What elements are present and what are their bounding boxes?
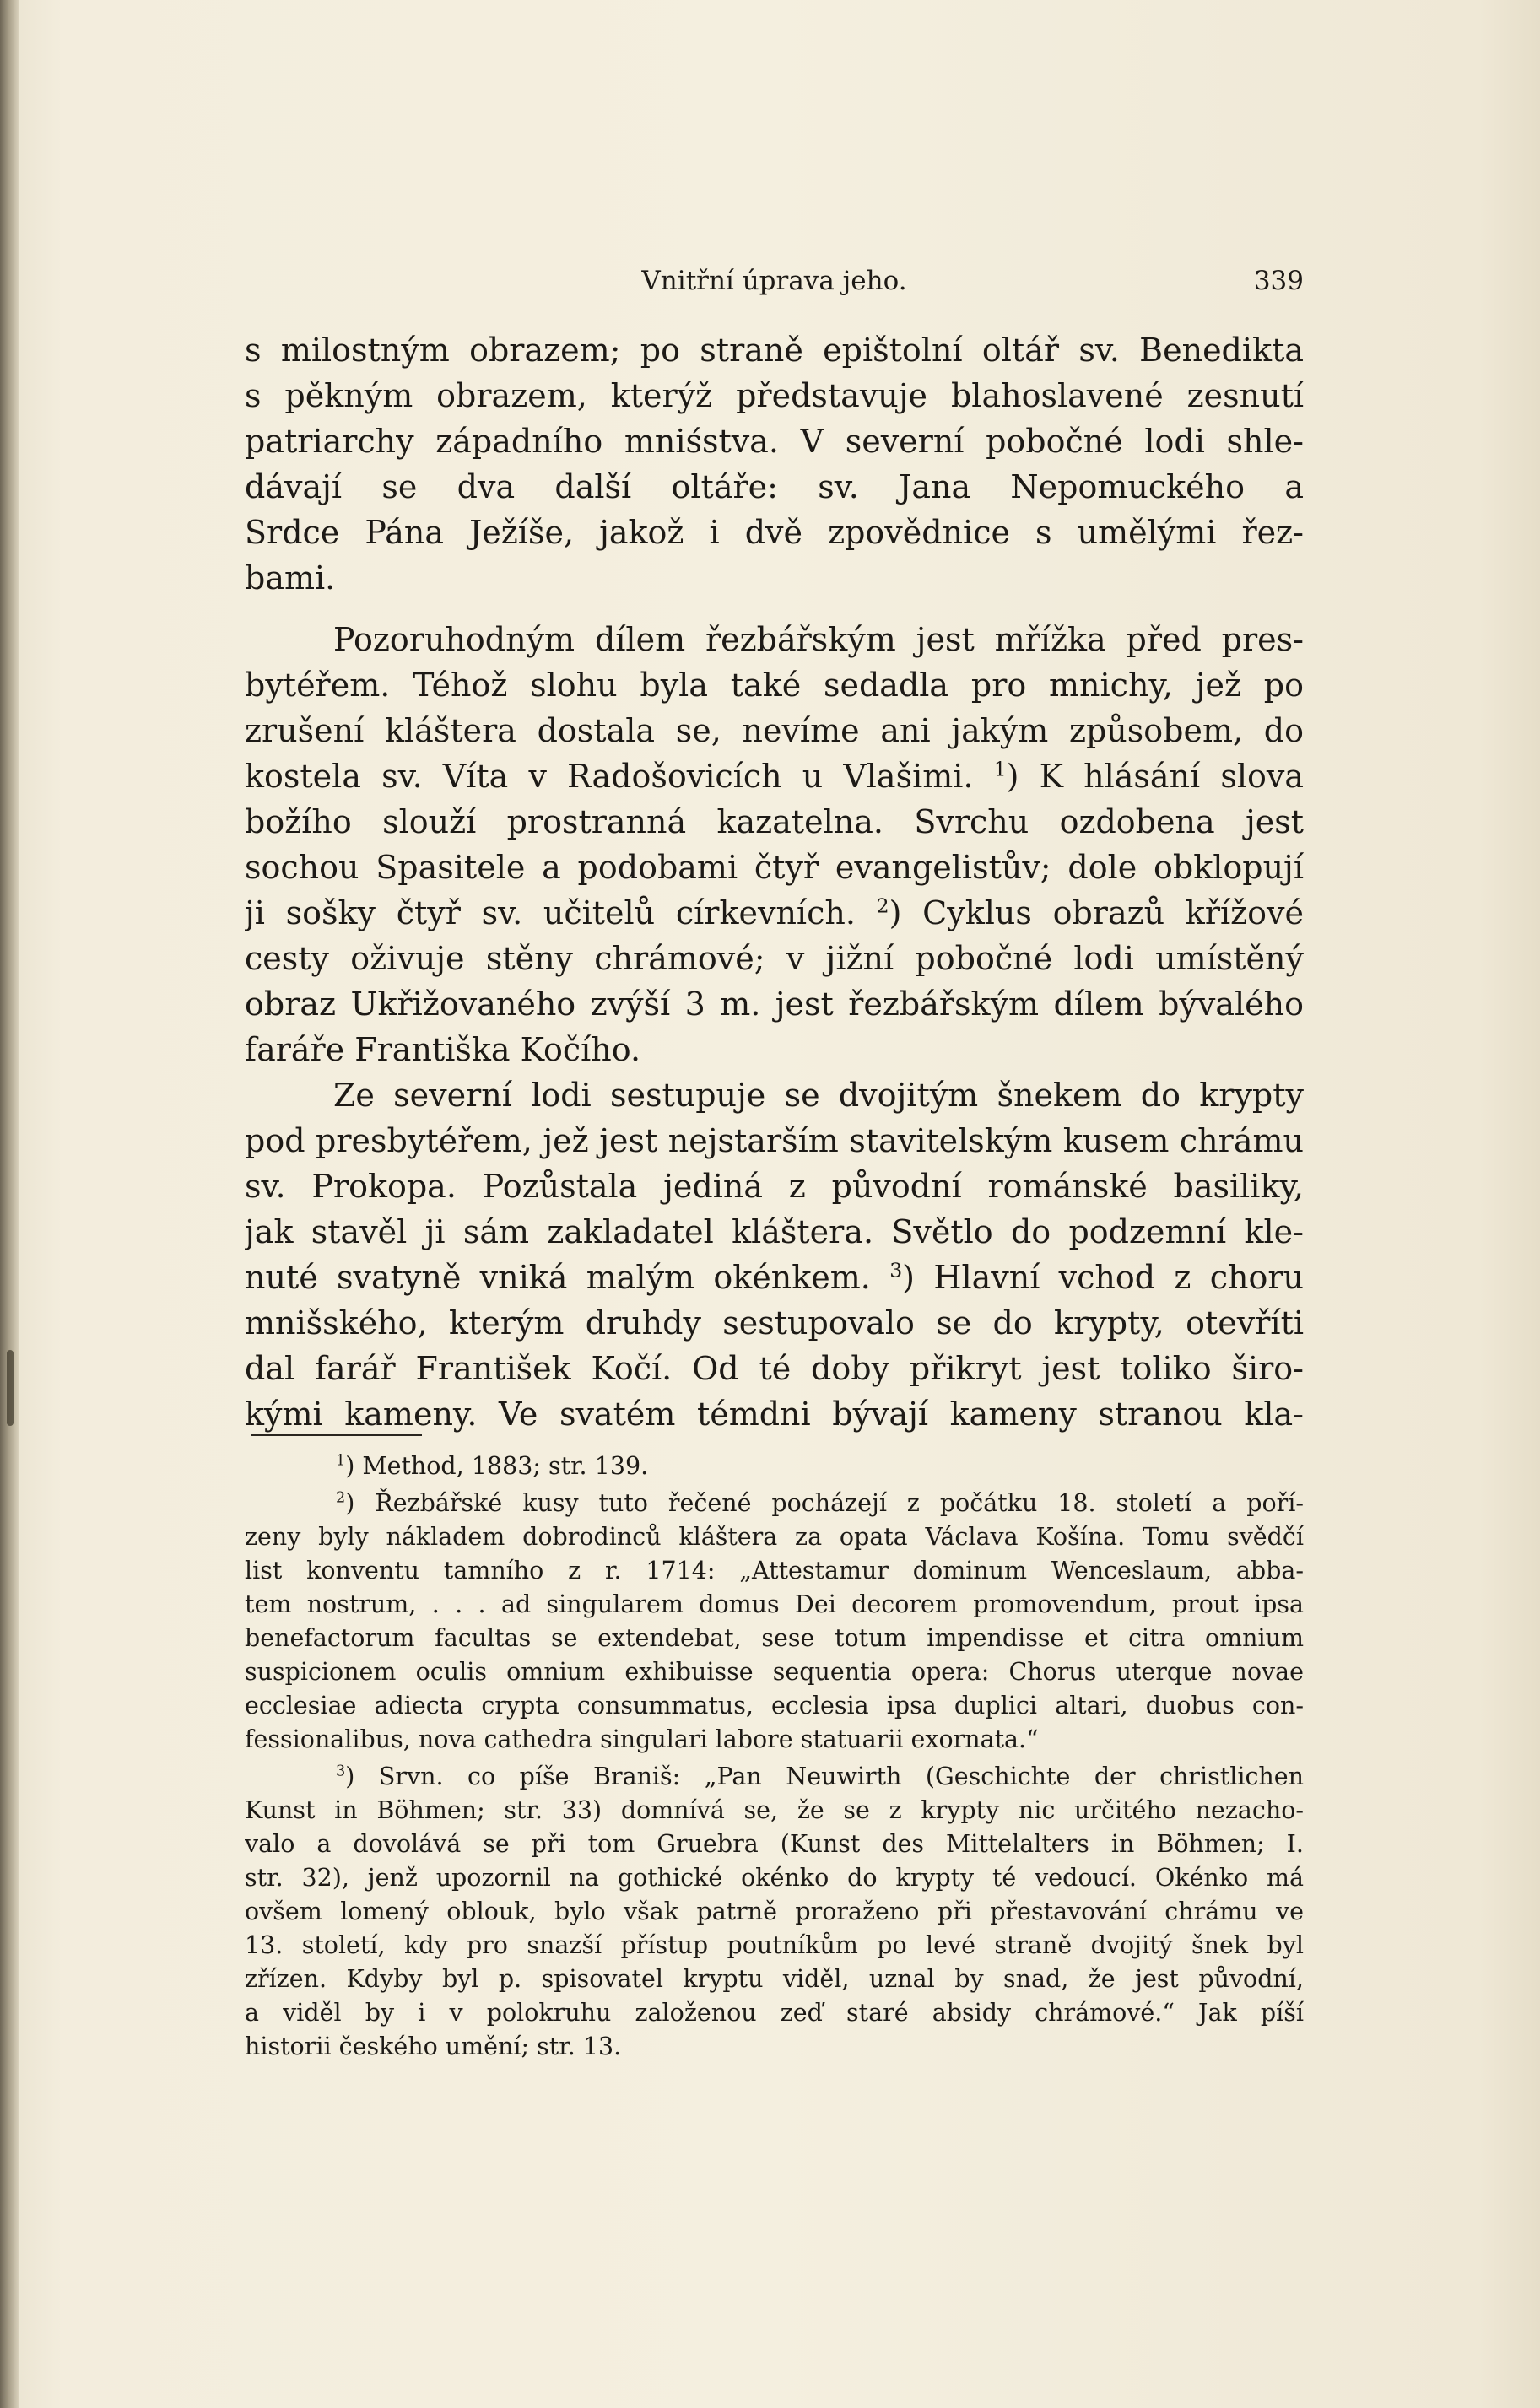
text-line: kými kameny. Ve svatém témdni bývají kameny stranou kla- [245, 1396, 1304, 1433]
text-segment: Hlavní vchod z choru [933, 1259, 1304, 1296]
footnote-line: zeny byly nákladem dobrodinců kláštera za opata Václava Košína. Tomu svědčí [245, 1523, 1304, 1551]
paragraph-3 [245, 1072, 1304, 1437]
footnote-line: 13. století, kdy pro snazší přístup poutníkům po levé straně dvojitý šnek byl [245, 1931, 1304, 1959]
text-segment: ji sošky čtyř sv. učitelů církevních. [245, 894, 856, 931]
footnote-line: str. 32), jenž upozornil na gothické okénko do krypty té vedoucí. Okénko má [245, 1864, 1304, 1892]
footnote-mark: 3 [336, 1763, 346, 1780]
text-line: dávají se dva další oltáře: sv. Jana Nepomuckého a [245, 468, 1304, 505]
footnote-mark: 2 [336, 1489, 346, 1507]
footnote-line: fessionalibus, nova cathedra singulari labore statuarii exornata.“ [245, 1725, 1039, 1753]
footnote-line: ecclesiae adiecta crypta consummatus, ecclesia ipsa duplici altari, duobus con- [245, 1692, 1304, 1720]
text-line: sochou Spasitele a podobami čtyř evangelistův; dole obklopují [245, 849, 1304, 886]
footnote-line: suspicionem oculis omnium exhibuisse sequentia opera: Chorus uterque novae [245, 1658, 1304, 1686]
text-segment: kostela sv. Víta v Radošovicích u Vlašimi. [245, 758, 974, 795]
footnote-line: a viděl by i v polokruhu založenou zeď staré absidy chrámové.“ Jak píší [245, 1999, 1304, 2027]
page-number: 339 [1253, 266, 1304, 296]
footnote-line: historii českého umění; str. 13. [245, 2033, 622, 2060]
footnote-ref-1: 1 [993, 757, 1007, 781]
text-line: Ze severní lodi sestupuje se dvojitým šnekem do krypty [333, 1077, 1304, 1114]
text-line: Pozoruhodným dílem řezbářským jest mřížka před pres- [333, 621, 1304, 658]
footnote-line: list konventu tamního z r. 1714: „Attestamur dominum Wenceslaum, abba- [245, 1557, 1304, 1585]
text-line: pod presbytéřem, jež jest nejstarším stavitelským kusem chrámu [245, 1122, 1304, 1159]
text-line: s pěkným obrazem, kterýž představuje blahoslavené zesnutí [245, 377, 1304, 414]
text-segment: Cyklus obrazů křížové [922, 894, 1304, 931]
footnote-line: $^3$) Srvn. co píše Braniš: „Pan Neuwirth (Geschichte der christlichen [336, 1763, 1304, 1790]
footnote-mark: 1 [336, 1452, 346, 1470]
footnote-ref-2: 2 [876, 894, 889, 918]
running-title: Vnitřní úprava jeho. [641, 266, 907, 296]
text-line: sv. Prokopa. Pozůstala jediná z původní románské basiliky, [245, 1168, 1304, 1205]
footnote-line: $^2$) Řezbářské kusy tuto řečené pocházejí z počátku 18. století a poří- [336, 1489, 1304, 1517]
book-binding-edge [0, 0, 19, 2408]
footnote-line: zřízen. Kdyby byl p. spisovatel kryptu viděl, uznal by snad, že jest původní, [245, 1965, 1304, 1993]
footnotes [245, 1450, 1304, 2064]
footnote-line: ovšem lomený oblouk, bylo však patrně proraženo při přestavování chrámu ve [245, 1898, 1304, 1925]
text-line: dal farář František Kočí. Od té doby přikryt jest toliko širo- [245, 1350, 1304, 1387]
text-line: zrušení kláštera dostala se, nevíme ani jakým způsobem, do [245, 712, 1304, 749]
text-segment: K hlásání slova [1039, 758, 1304, 795]
text-line: mnišského, kterým druhdy sestupovalo se do krypty, otevříti [245, 1304, 1304, 1342]
footnote-divider [251, 1434, 422, 1436]
footnote-line: $^1$) Method, 1883; str. 139. [336, 1452, 649, 1480]
footnote-line: benefactorum facultas se extendebat, sese totum impendisse et citra omnium [245, 1624, 1304, 1652]
paragraph-2 [245, 617, 1304, 1072]
footnote-1 [245, 1450, 1304, 1483]
text-line: bytéřem. Téhož slohu byla také sedadla pro mnichy, jež po [245, 667, 1304, 704]
text-line: cesty oživuje stěny chrámové; v jižní pobočné lodi umístěný [245, 940, 1304, 977]
text-line: nuté svatyně vniká malým okénkem. $^3$) Hlavní vchod z choru [245, 1258, 1304, 1296]
main-text [245, 327, 1304, 1437]
footnote-line: tem nostrum, . . . ad singularem domus Dei decorem promovendum, prout ipsa [245, 1590, 1304, 1618]
footnote-line: valo a dovolává se při tom Gruebra (Kunst des Mittelalters in Böhmen; I. [245, 1830, 1304, 1858]
text-line: kostela sv. Víta v Radošovicích u Vlašimi. $^1$) K hlásání slova [245, 757, 1304, 795]
text-line: obraz Ukřižovaného zvýší 3 m. jest řezbářským dílem bývalého [245, 985, 1304, 1023]
footnote-2 [245, 1487, 1304, 1757]
footnote-ref-3: 3 [889, 1258, 903, 1282]
text-line: patriarchy západního mniśstva. V severní pobočné lodi shle- [245, 423, 1304, 460]
footnote-3 [245, 1760, 1304, 2064]
text-line: božího slouží prostranná kazatelna. Svrchu ozdobena jest [245, 803, 1304, 840]
text-line: Srdce Pána Ježíše, jakož i dvě zpovědnice s umělými řez- [245, 514, 1304, 551]
text-line: jak stavěl ji sám zakladatel kláštera. Světlo do podzemní kle- [245, 1213, 1304, 1250]
text-line: faráře Františka Kočího. [245, 1031, 641, 1068]
text-segment: nuté svatyně vniká malým okénkem. [245, 1259, 871, 1296]
footnote-line: Kunst in Böhmen; str. 33) domnívá se, že se z krypty nic určitého nezacho- [245, 1796, 1304, 1824]
text-line: ji sošky čtyř sv. učitelů církevních. $^2$) Cyklus obrazů křížové [245, 894, 1304, 931]
text-line: bami. [245, 559, 336, 597]
paragraph-1 [245, 327, 1304, 601]
running-head [245, 264, 1304, 298]
text-line: s milostným obrazem; po straně epištolní oltář sv. Benedikta [245, 332, 1304, 369]
